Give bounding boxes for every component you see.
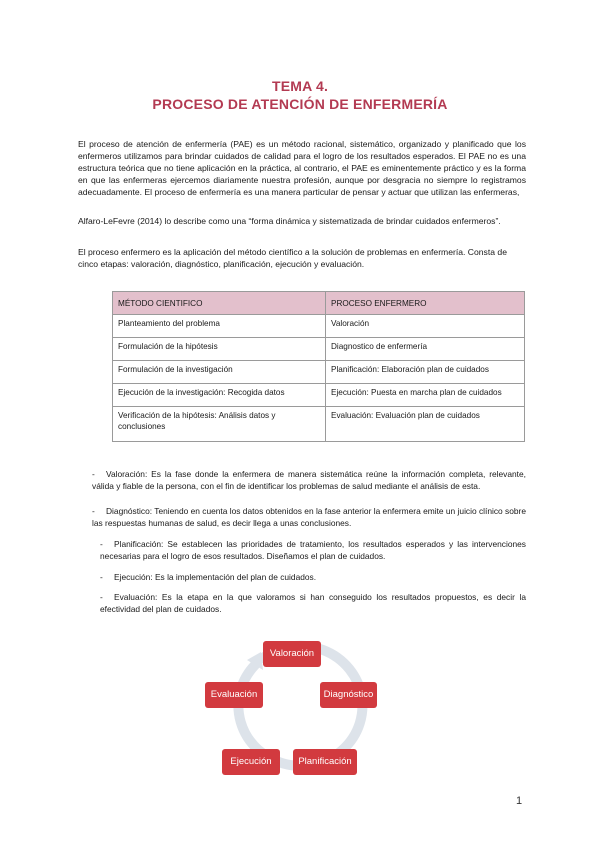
bullet-planificacion bbox=[100, 538, 526, 562]
bullet-text: Ejecución: Es la implementación del plan de cuidados. bbox=[114, 572, 317, 582]
cycle-step-evaluacion: Evaluación bbox=[205, 682, 263, 708]
table-cell: Formulación de la investigación bbox=[113, 361, 326, 384]
table-row bbox=[113, 315, 525, 338]
table-cell: Valoración bbox=[326, 315, 525, 338]
cycle-step-valoracion: Valoración bbox=[263, 641, 321, 667]
table-cell: Verificación de la hipótesis: Análisis datos y conclusiones bbox=[113, 407, 326, 442]
bullet-evaluacion bbox=[100, 591, 526, 615]
bullet-valoracion bbox=[92, 468, 526, 492]
cycle-step-planificacion: Planificación bbox=[293, 749, 357, 775]
table-header-cell: PROCESO ENFERMERO bbox=[326, 292, 525, 315]
citation-paragraph: Alfaro-LeFevre (2014) lo describe como una “forma dinámica y sistematizada de brindar cuidados enfermeros”. bbox=[78, 216, 501, 226]
page-number: 1 bbox=[516, 795, 523, 807]
bullet-dash: - bbox=[92, 506, 95, 516]
intro-paragraph: El proceso de atención de enfermería (PAE) es un método racional, sistemático, organizado y planificado que los enfermeros utilizamos para brindar cuidados de calidad para el logro de los resultados esperados. El PAE no es una estructura teórica que no tiene aplicación en la práctica, al contrario, el PAE es eminentemente práctico y es la forma en que las enfermeras ejercemos diariamente nuestra profesión, aunque por desgracia no siempre lo registramos adecuadamente. El proceso de enfermería es una manera particular de pensar y actuar que utilizan las enfermeras, bbox=[78, 139, 526, 197]
table-cell: Evaluación: Evaluación plan de cuidados bbox=[326, 407, 525, 442]
table-cell: Planteamiento del problema bbox=[113, 315, 326, 338]
table-row bbox=[113, 407, 525, 442]
table-row bbox=[113, 338, 525, 361]
table-cell: Ejecución: Puesta en marcha plan de cuidados bbox=[326, 384, 525, 407]
table-cell: Formulación de la hipótesis bbox=[113, 338, 326, 361]
bullet-ejecucion bbox=[100, 571, 526, 583]
bullet-text: Valoración: Es la fase donde la enfermera de manera sistemática reúne la información completa, relevante, válida y fiable de la persona, con el fin de identificar los problemas de salud mediante el análisis de esta. bbox=[92, 469, 526, 491]
bullet-dash: - bbox=[100, 572, 103, 582]
cycle-step-diagnostico: Diagnóstico bbox=[320, 682, 377, 708]
method-paragraph: El proceso enfermero es la aplicación del método científico a la solución de problemas en enfermería. Consta de cinco etapas: valoración, diagnóstico, planificación, ejecución y evaluación. bbox=[78, 247, 507, 269]
table-row bbox=[113, 361, 525, 384]
bullet-text: Evaluación: Es la etapa en la que valoramos si han conseguido los resultados propuestos, es decir la efectividad del plan de cuidados. bbox=[100, 592, 526, 614]
bullet-dash: - bbox=[100, 592, 103, 602]
doc-title: PROCESO DE ATENCIÓN DE ENFERMERÍA bbox=[152, 96, 448, 112]
doc-title-number: TEMA 4. bbox=[271, 78, 329, 94]
cycle-step-ejecucion: Ejecución bbox=[222, 749, 280, 775]
table-cell: Diagnostico de enfermería bbox=[326, 338, 525, 361]
table-row bbox=[113, 384, 525, 407]
table-cell: Planificación: Elaboración plan de cuidados bbox=[326, 361, 525, 384]
bullet-dash: - bbox=[92, 469, 95, 479]
bullet-text: Planificación: Se establecen las prioridades de tratamiento, los resultados esperados y las intervenciones necesarias para el logro de esos resultados. Diseñamos el plan de cuidados. bbox=[100, 539, 526, 561]
table-cell: Ejecución de la investigación: Recogida datos bbox=[113, 384, 326, 407]
table-header-row bbox=[113, 292, 525, 315]
table-header-cell: MÉTODO CIENTIFICO bbox=[113, 292, 326, 315]
comparison-table bbox=[112, 291, 525, 442]
bullet-text: Diagnóstico: Teniendo en cuenta los datos obtenidos en la fase anterior la enfermera emite un juicio clínico sobre las respuestas humanas de salud, es decir llega a unas conclusiones. bbox=[92, 506, 526, 528]
bullet-dash: - bbox=[100, 539, 103, 549]
bullet-diagnostico bbox=[92, 505, 526, 529]
